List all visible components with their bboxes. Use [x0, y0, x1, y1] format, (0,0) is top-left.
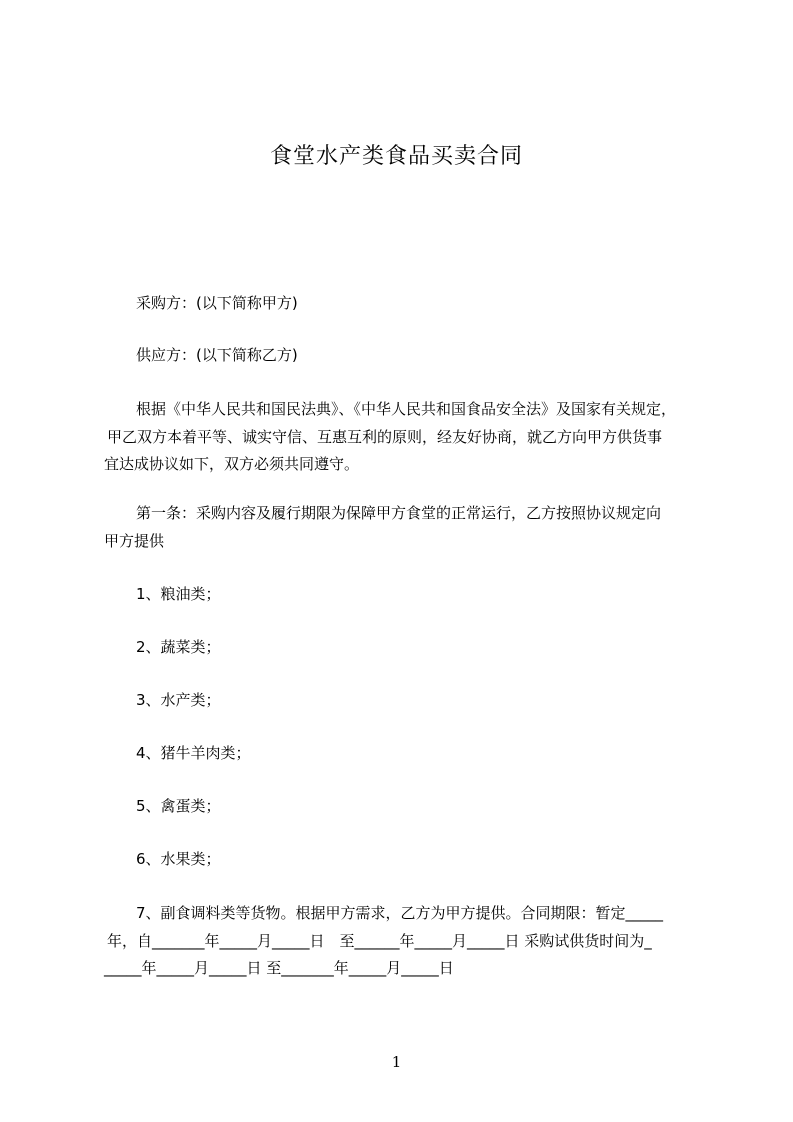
buyer-line	[104, 290, 704, 317]
item-7-line: 年，自_______年_____月_____日 至______年_____月_____日 采购试供货时间为_	[107, 932, 652, 950]
supplier-line	[104, 342, 704, 369]
article-1-line: 甲方提供	[104, 532, 165, 550]
supplier-text: 供应方：(以下简称乙方)	[136, 346, 298, 364]
list-item: 6、水果类；	[136, 850, 221, 868]
page-number: 1	[391, 1053, 402, 1071]
list-item: 1、粮油类；	[136, 585, 221, 603]
list-item: 4、猪牛羊肉类；	[136, 744, 251, 762]
preamble-line: 根据《中华人民共和国民法典》、《中华人民共和国食品安全法》及国家有关规定，	[136, 400, 677, 418]
article-1-line: 第一条：采购内容及履行期限为保障甲方食堂的正常运行，乙方按照协议规定向	[136, 504, 662, 522]
document-title: 食堂水产类食品买卖合同	[269, 144, 523, 169]
item-7-line: 7、副食调料类等货物。根据甲方需求，乙方为甲方提供。合同期限：暂定_____	[136, 904, 664, 922]
item-7-line: _____年_____月_____日 至_______年_____月_____日	[104, 959, 454, 977]
list-item: 5、禽蛋类；	[136, 797, 221, 815]
buyer-text: 采购方：(以下简称甲方)	[136, 294, 298, 312]
list-item: 3、水产类；	[136, 691, 221, 709]
preamble-line: 宜达成协议如下，双方必须共同遵守。	[104, 455, 360, 473]
preamble-line: 甲乙双方本着平等、诚实守信、互惠互利的原则，经友好协商，就乙方向甲方供货事	[107, 428, 663, 446]
list-item: 2、蔬菜类；	[136, 638, 221, 656]
